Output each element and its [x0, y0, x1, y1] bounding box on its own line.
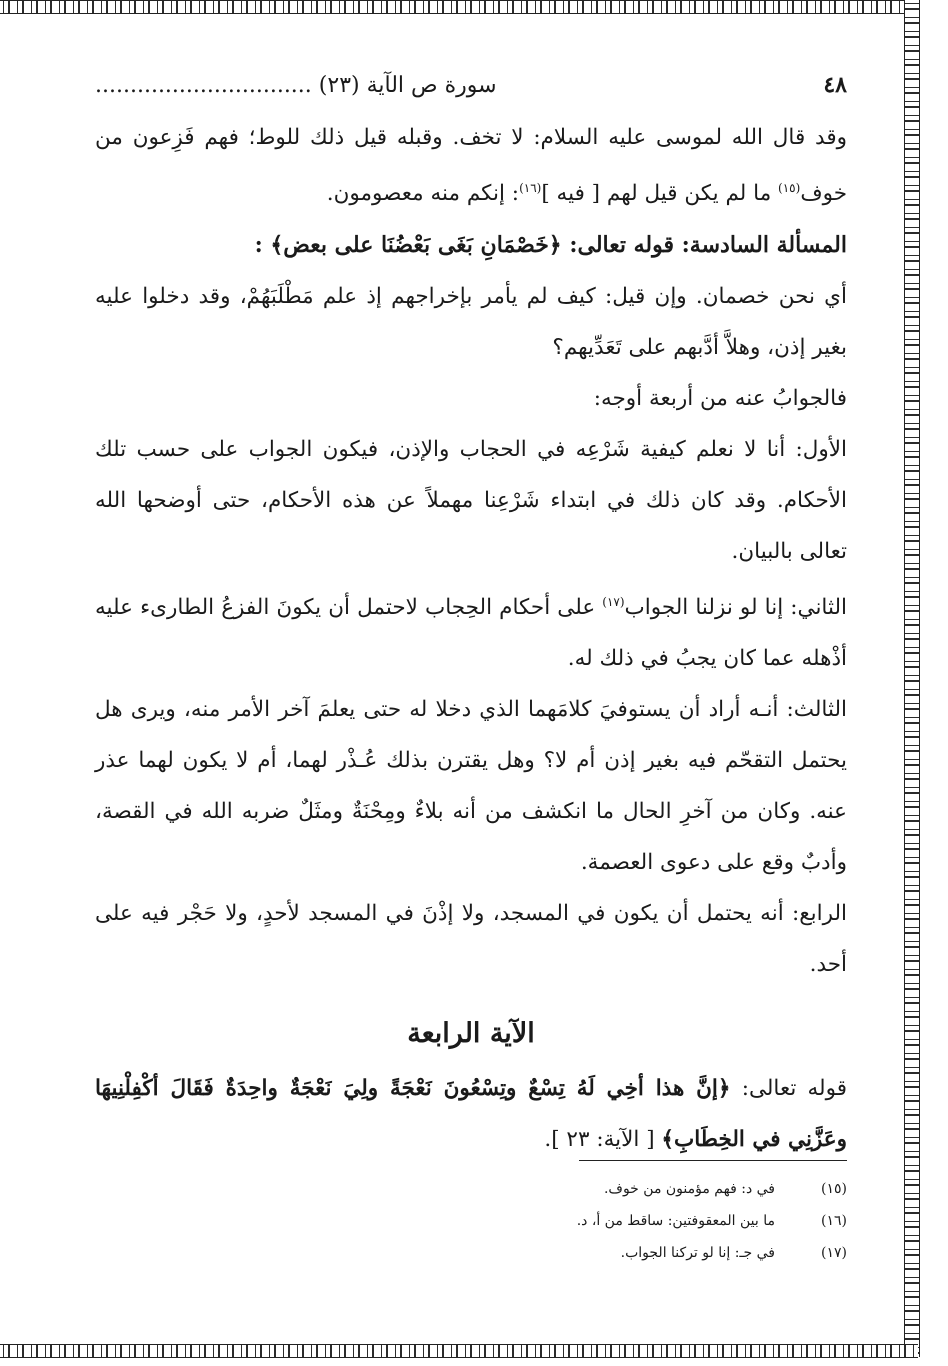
- page-body: [95, 72, 847, 1165]
- footnote-17: (١٧) في جـ: إنا لو تركنا الجواب.: [620, 1245, 847, 1261]
- footnotes: [95, 1160, 847, 1269]
- paragraph-5: الثاني: إنا لو نزلنا الجواب$^{(١٧)}$ على أحكام الحِجاب لاحتمل أن يكونَ الفزعُ الطارىء عليه أذْهله عما كان يجبُ في ذلك له.: [95, 595, 847, 672]
- issue-label: المسألة السادسة: قوله تعالى:: [569, 232, 847, 259]
- ornamental-border-top: [0, 0, 918, 14]
- footnote-ref-17[interactable]: (١٧): [602, 595, 625, 610]
- footnote-ref-15[interactable]: (١٥): [778, 181, 801, 195]
- paragraph-2: أي نحن خصمان. وإن قيل: كيف لم يأمر بإخراجهم إذ علم مَطْلَبَهُمْ، وقد دخلوا عليه بغير إذن، وهلاَّ أدَّبهم على تَعَدِّيهم؟: [95, 284, 847, 361]
- paragraph-4: الأول: أنا لا نعلم كيفية شَرْعِه في الحجاب والإذن، فيكون الجواب على حسب تلك الأحكام. وقد كان ذلك في ابتداء شَرْعِنا مهملاً عن هذه الأحكام، حتى أوضحها الله تعالى بالبيان.: [95, 437, 847, 565]
- verse-reference: [ الآية: ٢٣ ].: [544, 1127, 662, 1153]
- footnote-16: (١٦) ما بين المعقوفتين: ساقط من أ، د.: [576, 1213, 847, 1229]
- paragraph-1: وقد قال الله لموسى عليه السلام: لا تخف. وقبله قيل ذلك للوط؛ فهم فَزِعون من خوف$^{(١٥)}$ ما لم يكن قيل لهم [ فيه ]$^{(١٦)}$: إنكم منه معصومون.: [95, 125, 847, 207]
- ornamental-border-right: [904, 0, 920, 1357]
- page-header: [95, 72, 847, 112]
- footnote-divider: [579, 1160, 847, 1161]
- running-title: سورة ص الآية (٢٣) ...............................: [95, 73, 497, 98]
- page-number: ٤٨: [823, 72, 847, 98]
- issue-heading: [95, 219, 847, 271]
- quran-verse: ﴿إنَّ هذا أخِي لَهُ تِسْعٌ وتِسْعُونَ نَعْجَةً ولِيَ نَعْجَةٌ واحِدَةٌ فَقَالَ أكْفِلْنِيهَا وعَزَّنِي في الخِطَابِ﴾: [95, 1076, 847, 1153]
- footnote-15: (١٥) في د: فهم مؤمنون من خوف.: [603, 1181, 847, 1197]
- paragraph-3: فالجوابُ عنه من أربعة أوجه:: [593, 386, 847, 412]
- ornamental-border-bottom: [0, 1344, 918, 1358]
- paragraph-7: الرابع: أنه يحتمل أن يكون في المسجد، ولا إذْنَ في المسجد لأحدٍ، ولا حَجْر فيه على أحد.: [95, 901, 847, 978]
- verse-paragraph: قوله تعالى: ﴿إنَّ هذا أخِي لَهُ تِسْعٌ وتِسْعُونَ نَعْجَةً ولِيَ نَعْجَةٌ واحِدَةٌ فَقَالَ أكْفِلْنِيهَا وعَزَّنِي في الخِطَابِ﴾ [ الآية: ٢٣ ].: [95, 1076, 847, 1153]
- footnote-ref-16[interactable]: (١٦): [519, 181, 542, 195]
- issue-verse: ﴿خَصْمَانِ بَغَى بَعْضُنَا على بعض﴾ :: [254, 232, 562, 259]
- paragraph-6: الثالث: أنـه أراد أن يستوفيَ كلامَهما الذي دخلا له حتى يعلمَ آخر الأمر منه، ويرى هل يحتمل التقحّم فيه بغير إذن أم لا؟ وهل يقترن بذلك عُـذْر لهما، أم لا يكون لهما عذر عنه. وكان من آخرِ الحال ما انكشف من أنه بلاءٌ ومِحْنَةٌ ومثَلٌ ضربه الله في القصة، وأدبٌ وقع على دعوى العصمة.: [95, 697, 847, 876]
- section-title: الآية الرابعة: [407, 1018, 535, 1050]
